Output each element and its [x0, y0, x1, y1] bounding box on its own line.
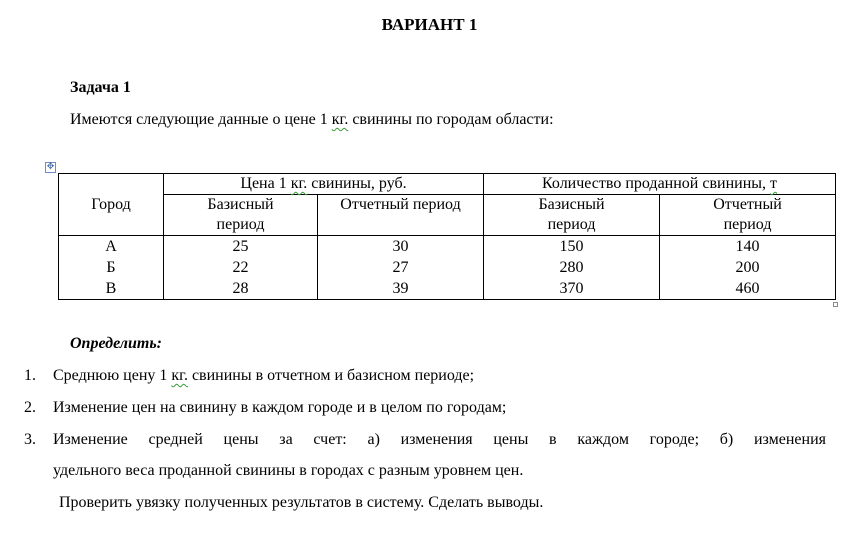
city-header: Город [59, 174, 164, 236]
price-base-cell: 28 [164, 278, 318, 300]
qty-report-cell: 200 [660, 257, 836, 278]
qty-base-cell: 280 [484, 257, 660, 278]
list-item: Изменение цен на свинину в каждом городе и в целом по городам; [53, 399, 507, 416]
qty-base-cell: 370 [484, 278, 660, 300]
table-resize-handle[interactable] [833, 302, 838, 307]
spellcheck-mark: т [770, 175, 778, 192]
qty-group-header: Количество проданной свинины, т [484, 174, 836, 195]
table-row [59, 278, 836, 300]
spellcheck-mark: кг. [290, 175, 308, 192]
price-group-header: Цена 1 кг. свинины, руб. [164, 174, 484, 195]
price-report-cell: 39 [318, 278, 484, 300]
page-title: ВАРИАНТ 1 [381, 15, 478, 34]
city-cell: В [59, 278, 164, 300]
task-intro-text: Имеются следующие данные о цене 1 кг. свинины по городам области: [70, 111, 554, 128]
data-table [58, 173, 836, 300]
city-cell: А [59, 236, 164, 258]
table-row [59, 257, 836, 278]
price-base-cell: 25 [164, 236, 318, 258]
spellcheck-mark: кг. [171, 367, 188, 384]
task-heading: Задача 1 [70, 79, 131, 96]
list-item-number: 3. [24, 431, 36, 448]
closing-instruction: Проверить увязку полученных результатов в систему. Сделать выводы. [59, 494, 544, 511]
table-move-handle-icon[interactable]: ✥ [46, 162, 55, 172]
qty-report-cell: 140 [660, 236, 836, 258]
task-intro [70, 111, 554, 129]
qty-base-header: Базисный период [484, 195, 660, 236]
price-report-cell: 27 [318, 257, 484, 278]
price-report-header: Отчетный период [318, 195, 484, 236]
price-report-cell: 30 [318, 236, 484, 258]
qty-report-cell: 460 [660, 278, 836, 300]
table-header-row [59, 174, 836, 195]
qty-base-cell: 150 [484, 236, 660, 258]
list-item-number: 1. [24, 367, 36, 384]
city-cell: Б [59, 257, 164, 278]
price-base-cell: 22 [164, 257, 318, 278]
determine-heading: Определить: [70, 335, 162, 352]
list-item-continuation: удельного веса проданной свинины в городах с разным уровнем цен. [53, 462, 524, 479]
list-item: Изменение средней цены за счет: а) изменения цены в каждом городе; б) изменения [53, 431, 826, 448]
list-item-number: 2. [24, 399, 36, 416]
price-base-header: Базисный период [164, 195, 318, 236]
qty-report-header: Отчетный период [660, 195, 836, 236]
table-subheader-row [59, 195, 836, 236]
table-row [59, 236, 836, 258]
list-item: Среднюю цену 1 кг. свинины в отчетном и базисном периоде; [53, 367, 475, 384]
spellcheck-mark: кг. [331, 111, 349, 128]
